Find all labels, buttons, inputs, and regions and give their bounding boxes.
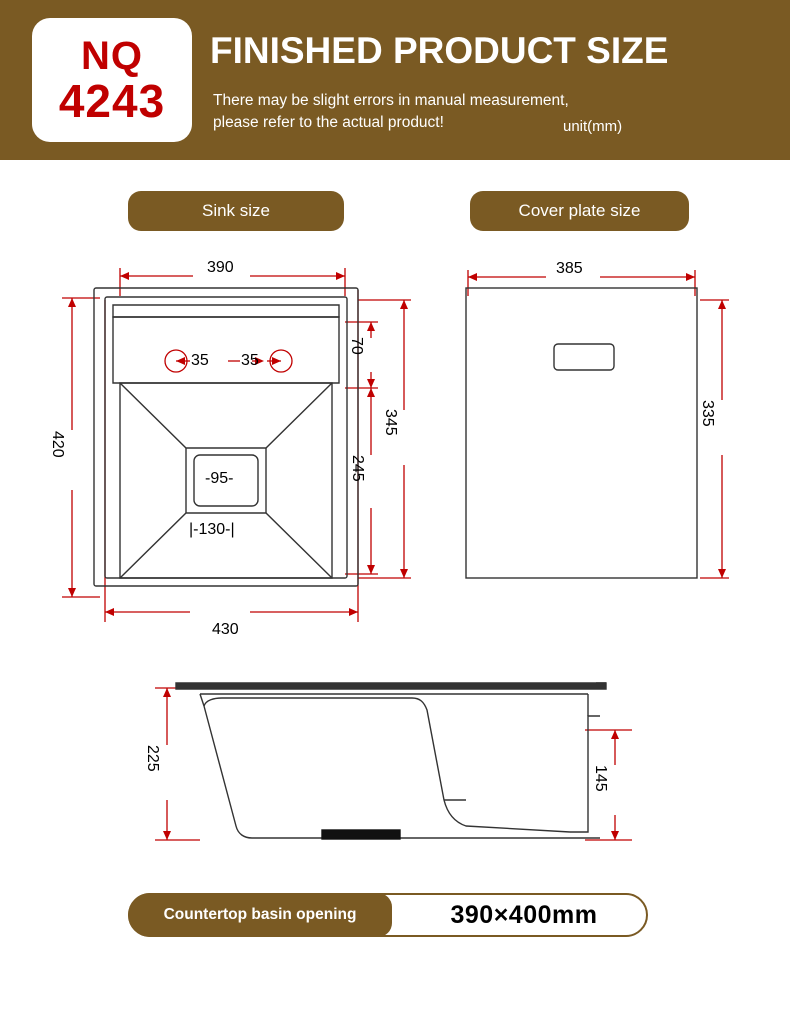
- dim-basin-depth: 145: [592, 765, 609, 792]
- model-badge-prefix: NQ: [81, 34, 143, 78]
- dim-cover-width: 385: [556, 260, 583, 277]
- unit-label: unit(mm): [563, 118, 623, 135]
- dim-sink-ledge-depth: 70: [348, 337, 365, 355]
- model-badge-number: 4243: [58, 75, 166, 127]
- dim-drain-platform-width: |-130-|: [189, 521, 235, 538]
- dim-sink-top-width: 390: [207, 259, 234, 276]
- dim-sink-basin-depth: 245: [349, 455, 366, 482]
- dim-hole-right-offset: 35: [241, 352, 259, 369]
- dim-sink-inner-height: 345: [382, 409, 399, 436]
- header-subtitle-line1: There may be slight errors in manual measurement,: [213, 92, 569, 109]
- dimension-lines-group: [62, 268, 729, 840]
- dim-sink-outer-width: 430: [212, 621, 239, 638]
- dim-cover-height: 335: [699, 400, 716, 427]
- cover-plate-outline: [466, 288, 697, 578]
- dim-sink-outer-height: 420: [49, 431, 66, 458]
- sink-section-view-outline: [176, 683, 606, 839]
- dim-hole-left-offset: 35: [191, 352, 209, 369]
- section-label-cover-plate: Cover plate size: [470, 191, 689, 231]
- footer-basin-opening: [128, 893, 648, 937]
- footer-opening-label: Countertop basin opening: [128, 893, 392, 937]
- section-label-sink: Sink size: [128, 191, 344, 231]
- page-title: FINISHED PRODUCT SIZE: [210, 30, 669, 71]
- dim-drain-diameter: -95-: [205, 470, 234, 487]
- sink-top-view-outline: [94, 288, 358, 586]
- dim-overall-depth: 225: [144, 745, 161, 772]
- footer-opening-value: 390×400mm: [450, 900, 598, 929]
- header-subtitle-line2: please refer to the actual product!: [213, 114, 444, 131]
